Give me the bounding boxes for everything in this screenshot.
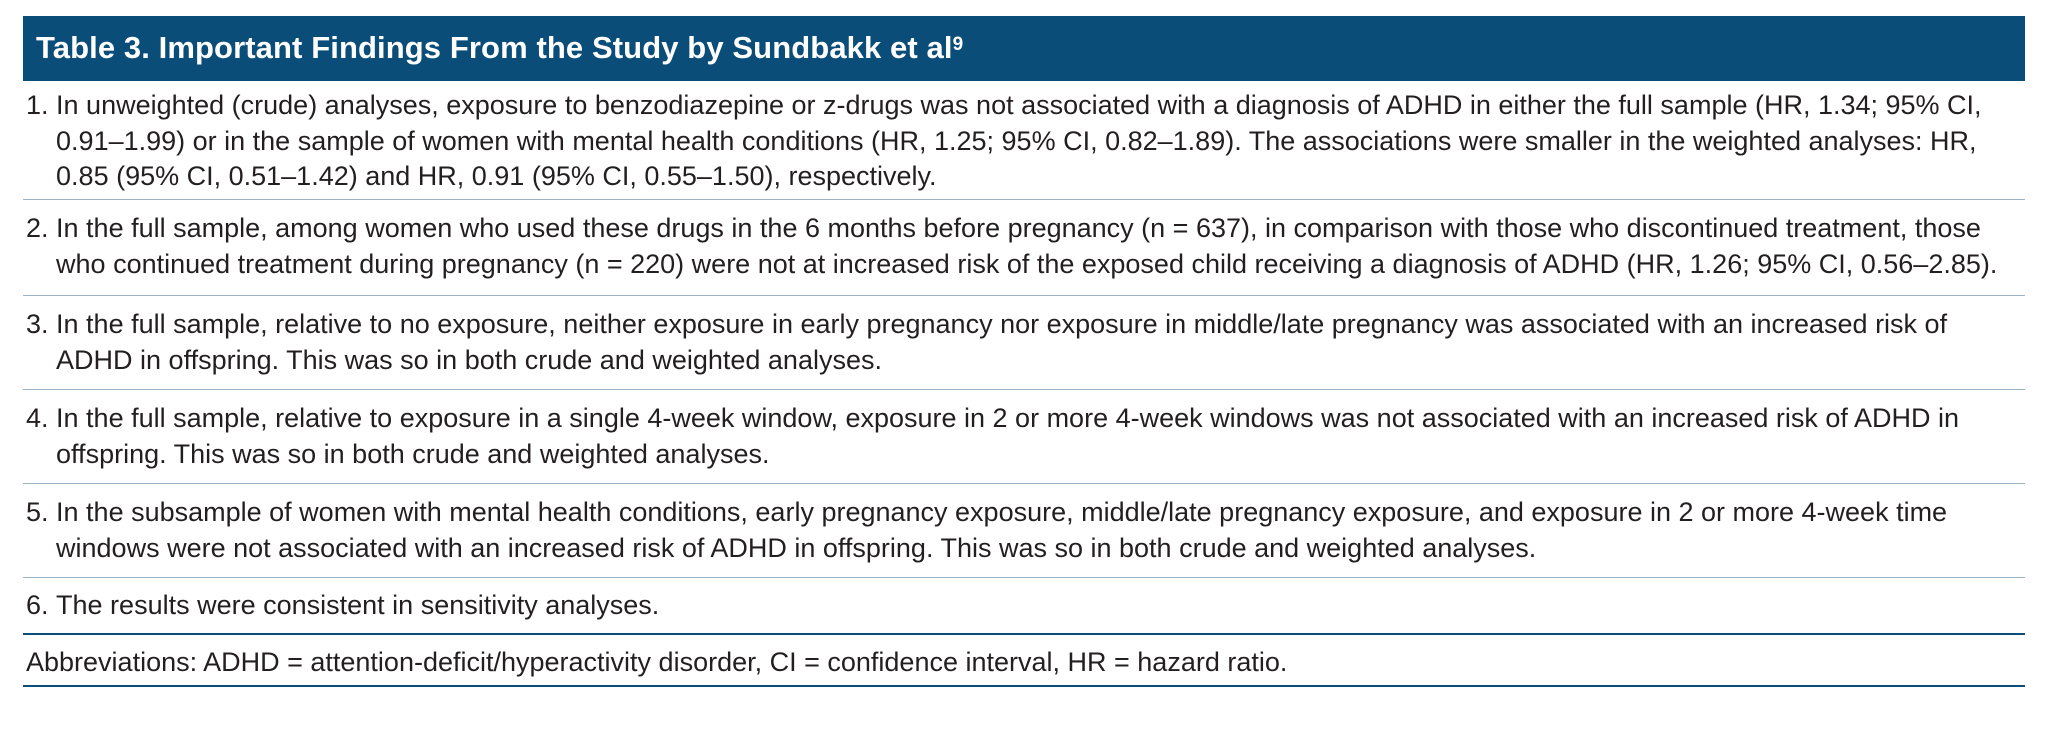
finding-number: 2.: [26, 213, 57, 243]
finding-text: In the full sample, among women who used these drugs in the 6 months before pregnancy (n = 637), in comparison with those who discontinued treatment, those who continued treatment during pregnancy (n = 220) were not at increased risk of the exposed child receiving a diagnosis of ADHD (HR, 1.26; 95% CI, 0.56–2.85).: [56, 213, 1998, 279]
findings-table: [23, 16, 2025, 687]
finding-row-3: [23, 296, 2025, 390]
finding-text: In the subsample of women with mental health conditions, early pregnancy exposure, middle/late pregnancy exposure, and exposure in 2 or more 4-week time windows were not associated with an increased risk of ADHD in offspring. This was so in both crude and weighted analyses.: [56, 497, 1948, 563]
finding-text: The results were consistent in sensitivity analyses.: [56, 590, 660, 620]
finding-text: In the full sample, relative to exposure in a single 4-week window, exposure in 2 or more 4-week windows was not associated with an increased risk of ADHD in offspring. This was so in both crude and weighted analyses.: [56, 403, 1959, 469]
finding-number: 3.: [26, 309, 57, 339]
title-reference: 9: [952, 33, 964, 55]
table-title: Table 3. Important Findings From the Study by Sundbakk et al: [36, 29, 953, 65]
finding-row-5: [23, 484, 2025, 578]
finding-row-4: [23, 390, 2025, 484]
findings-list: [23, 79, 2025, 635]
finding-number: 5.: [26, 497, 57, 527]
finding-number: 4.: [26, 403, 57, 433]
finding-row-2: [23, 200, 2025, 296]
finding-row-6: [23, 578, 2025, 635]
finding-text: In the full sample, relative to no exposure, neither exposure in early pregnancy nor exposure in middle/late pregnancy was associated with an increased risk of ADHD in offspring. This was so in both crude and weighted analyses.: [56, 309, 1948, 375]
finding-number: 6.: [26, 590, 57, 620]
abbreviations-footnote: Abbreviations: ADHD = attention-deficit/hyperactivity disorder, CI = confidence interval, HR = hazard ratio.: [23, 635, 2025, 687]
finding-row-1: [23, 81, 2025, 200]
table-title-bar: [23, 16, 2025, 79]
finding-text: In unweighted (crude) analyses, exposure to benzodiazepine or z-drugs was not associated with a diagnosis of ADHD in either the full sample (HR, 1.34; 95% CI, 0.91–1.99) or in the sample of women with mental health conditions (HR, 1.25; 95% CI, 0.82–1.89). The associations were smaller in the weighted analyses: HR, 0.85 (95% CI, 0.51–1.42) and HR, 0.91 (95% CI, 0.55–1.50), respectively.: [56, 90, 1982, 191]
finding-number: 1.: [26, 90, 57, 120]
